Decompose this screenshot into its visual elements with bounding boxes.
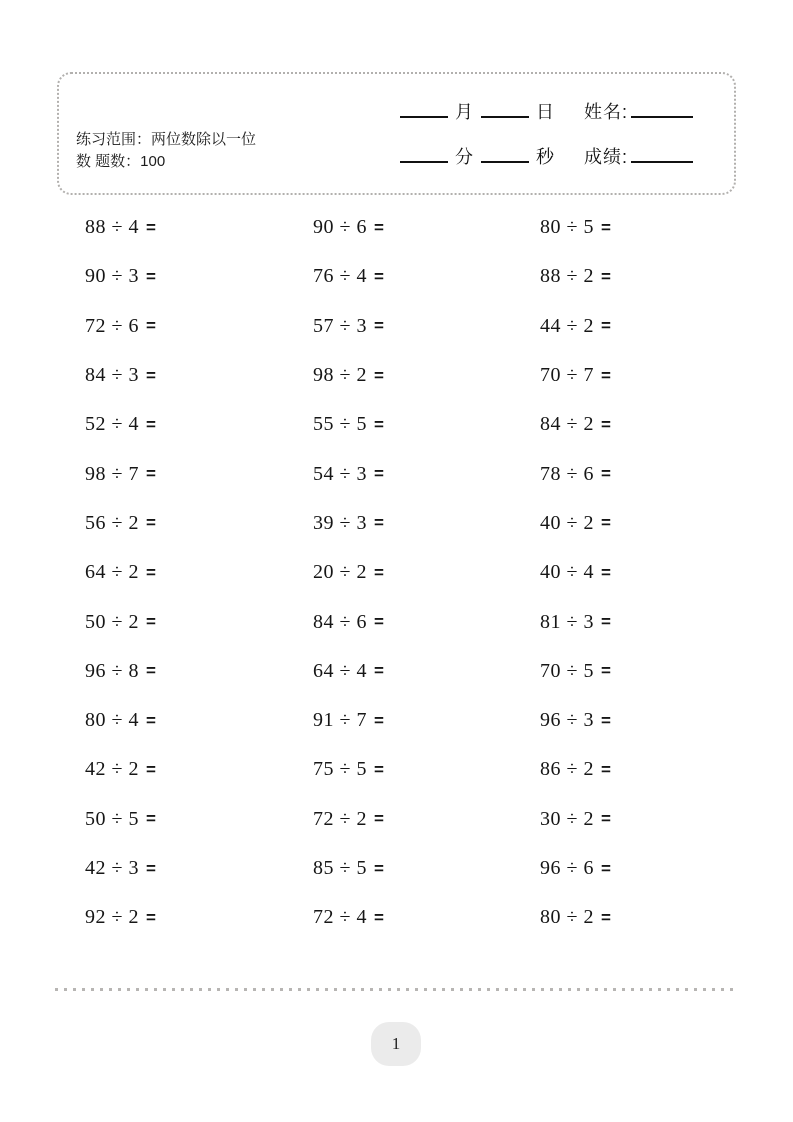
equals-sign: =: [145, 464, 157, 484]
minute-blank-line: [400, 147, 448, 163]
equals-sign: =: [145, 513, 157, 533]
problem-expression: 70 ÷ 5: [540, 659, 594, 682]
equals-sign: =: [145, 365, 157, 385]
practice-scope-text: 练习范围：两位数除以一位数 题数：100: [76, 131, 257, 170]
equals-sign: =: [145, 661, 157, 681]
problem-expression: 42 ÷ 2: [85, 758, 139, 781]
problem-cell: [540, 400, 720, 449]
problem-expression: 72 ÷ 2: [313, 807, 367, 830]
problem-cell: [540, 597, 720, 646]
equals-sign: =: [373, 464, 385, 484]
problem-cell: [540, 203, 720, 252]
page-number-badge: [371, 1022, 421, 1066]
problem-cell: [313, 647, 540, 696]
problem-expression: 78 ÷ 6: [540, 462, 594, 485]
problem-cell: [540, 499, 720, 548]
problem-expression: 84 ÷ 2: [540, 413, 594, 436]
equals-sign: =: [373, 562, 385, 582]
problem-cell: [85, 351, 313, 400]
problem-expression: 75 ÷ 5: [313, 758, 367, 781]
problem-expression: 92 ÷ 2: [85, 906, 139, 929]
equals-sign: =: [600, 562, 612, 582]
problem-expression: 86 ÷ 2: [540, 758, 594, 781]
problem-cell: [313, 499, 540, 548]
problem-expression: 80 ÷ 5: [540, 216, 594, 239]
equals-sign: =: [145, 759, 157, 779]
problem-expression: 80 ÷ 4: [85, 709, 139, 732]
second-blank-line: [481, 147, 529, 163]
problem-expression: 72 ÷ 6: [85, 314, 139, 337]
problem-expression: 70 ÷ 7: [540, 364, 594, 387]
problem-expression: 98 ÷ 7: [85, 462, 139, 485]
month-blank-line: [400, 102, 448, 118]
problem-expression: 72 ÷ 4: [313, 906, 367, 929]
problem-cell: [85, 548, 313, 597]
page-number: 1: [391, 1034, 401, 1053]
problem-cell: [313, 844, 540, 893]
second-label: 秒: [536, 147, 555, 167]
problem-cell: [313, 302, 540, 351]
problem-expression: 42 ÷ 3: [85, 857, 139, 879]
equals-sign: =: [600, 217, 612, 237]
problem-cell: [313, 203, 540, 252]
equals-sign: =: [145, 809, 157, 829]
equals-sign: =: [600, 809, 612, 829]
equals-sign: =: [600, 858, 612, 878]
problem-expression: 84 ÷ 6: [313, 610, 367, 633]
equals-sign: =: [373, 759, 385, 779]
equals-sign: =: [145, 266, 157, 286]
problem-expression: 84 ÷ 3: [85, 364, 139, 387]
problem-cell: [85, 844, 313, 893]
equals-sign: =: [373, 414, 385, 434]
problem-expression: 96 ÷ 6: [540, 857, 594, 879]
problem-expression: 50 ÷ 2: [85, 610, 139, 633]
problem-cell: [540, 795, 720, 844]
problem-cell: [313, 252, 540, 301]
equals-sign: =: [145, 907, 157, 927]
name-blank-line: [631, 102, 693, 118]
problem-cell: [85, 597, 313, 646]
equals-sign: =: [600, 612, 612, 632]
problem-cell: [540, 844, 720, 893]
problem-cell: [313, 449, 540, 498]
problem-cell: [85, 795, 313, 844]
problem-cell: [85, 302, 313, 351]
problem-expression: 39 ÷ 3: [313, 511, 367, 534]
problem-cell: [540, 745, 720, 794]
problem-cell: [85, 647, 313, 696]
score-blank-line: [631, 147, 693, 163]
header-fill-rows: [400, 98, 693, 171]
problem-cell: [540, 252, 720, 301]
problem-cell: [540, 302, 720, 351]
equals-sign: =: [373, 365, 385, 385]
problem-expression: 81 ÷ 3: [540, 610, 594, 633]
problem-cell: [85, 696, 313, 745]
equals-sign: =: [373, 612, 385, 632]
problem-cell: [313, 696, 540, 745]
problem-cell: [313, 597, 540, 646]
equals-sign: =: [373, 513, 385, 533]
problem-expression: 88 ÷ 4: [85, 216, 139, 239]
time-row: [400, 143, 693, 171]
equals-sign: =: [600, 365, 612, 385]
equals-sign: =: [373, 858, 385, 878]
problem-cell: [540, 696, 720, 745]
problem-expression: 56 ÷ 2: [85, 511, 139, 534]
problem-expression: 64 ÷ 2: [85, 561, 139, 584]
problem-cell: [313, 795, 540, 844]
problem-expression: 98 ÷ 2: [313, 364, 367, 387]
problem-expression: 90 ÷ 6: [313, 216, 367, 239]
problem-expression: 50 ÷ 5: [85, 807, 139, 830]
equals-sign: =: [373, 907, 385, 927]
equals-sign: =: [373, 661, 385, 681]
problem-expression: 20 ÷ 2: [313, 561, 367, 584]
equals-sign: =: [373, 217, 385, 237]
problem-expression: 85 ÷ 5: [313, 857, 367, 879]
equals-sign: =: [600, 266, 612, 286]
problem-expression: 55 ÷ 5: [313, 413, 367, 436]
equals-sign: =: [145, 316, 157, 336]
problem-expression: 64 ÷ 4: [313, 659, 367, 682]
problem-cell: [85, 203, 313, 252]
problem-cell: [540, 548, 720, 597]
problem-cell: [540, 893, 720, 942]
equals-sign: =: [145, 710, 157, 730]
minute-label: 分: [455, 147, 474, 167]
date-row: [400, 98, 693, 126]
problem-expression: 80 ÷ 2: [540, 906, 594, 929]
name-label: 姓名:: [584, 102, 629, 122]
problem-cell: [85, 252, 313, 301]
problem-cell: [313, 745, 540, 794]
problem-expression: 96 ÷ 3: [540, 709, 594, 732]
equals-sign: =: [145, 414, 157, 434]
problem-expression: 91 ÷ 7: [313, 709, 367, 732]
problem-cell: [540, 351, 720, 400]
problem-cell: [313, 548, 540, 597]
month-label: 月: [455, 102, 474, 122]
equals-sign: =: [600, 513, 612, 533]
header-box: [57, 72, 736, 195]
problem-cell: [313, 351, 540, 400]
equals-sign: =: [145, 217, 157, 237]
problem-expression: 44 ÷ 2: [540, 314, 594, 337]
equals-sign: =: [600, 907, 612, 927]
equals-sign: =: [600, 414, 612, 434]
problem-expression: 30 ÷ 2: [540, 807, 594, 830]
equals-sign: =: [600, 661, 612, 681]
problem-expression: 88 ÷ 2: [540, 265, 594, 288]
equals-sign: =: [600, 464, 612, 484]
equals-sign: =: [373, 710, 385, 730]
problem-expression: 57 ÷ 3: [313, 314, 367, 337]
score-label: 成绩:: [584, 147, 629, 167]
equals-sign: =: [600, 710, 612, 730]
day-blank-line: [481, 102, 529, 118]
problem-expression: 90 ÷ 3: [85, 265, 139, 288]
problem-cell: [85, 449, 313, 498]
problem-cell: [85, 499, 313, 548]
problem-cell: [85, 745, 313, 794]
problem-cell: [540, 449, 720, 498]
problem-cell: [85, 400, 313, 449]
equals-sign: =: [373, 809, 385, 829]
day-label: 日: [536, 102, 555, 122]
footer-dotted-separator: [55, 988, 738, 991]
equals-sign: =: [145, 562, 157, 582]
problem-cell: [313, 400, 540, 449]
equals-sign: =: [600, 316, 612, 336]
problem-cell: [540, 647, 720, 696]
problem-expression: 52 ÷ 4: [85, 413, 139, 436]
equals-sign: =: [145, 858, 157, 878]
problem-expression: 54 ÷ 3: [313, 462, 367, 485]
equals-sign: =: [600, 759, 612, 779]
problem-expression: 76 ÷ 4: [313, 265, 367, 288]
equals-sign: =: [373, 266, 385, 286]
problem-expression: 40 ÷ 2: [540, 511, 594, 534]
equals-sign: =: [373, 316, 385, 336]
problem-cell: [313, 893, 540, 942]
problem-grid: [85, 203, 720, 942]
problem-expression: 40 ÷ 4: [540, 561, 594, 584]
problem-cell: [85, 893, 313, 942]
equals-sign: =: [145, 612, 157, 632]
problem-expression: 96 ÷ 8: [85, 659, 139, 682]
